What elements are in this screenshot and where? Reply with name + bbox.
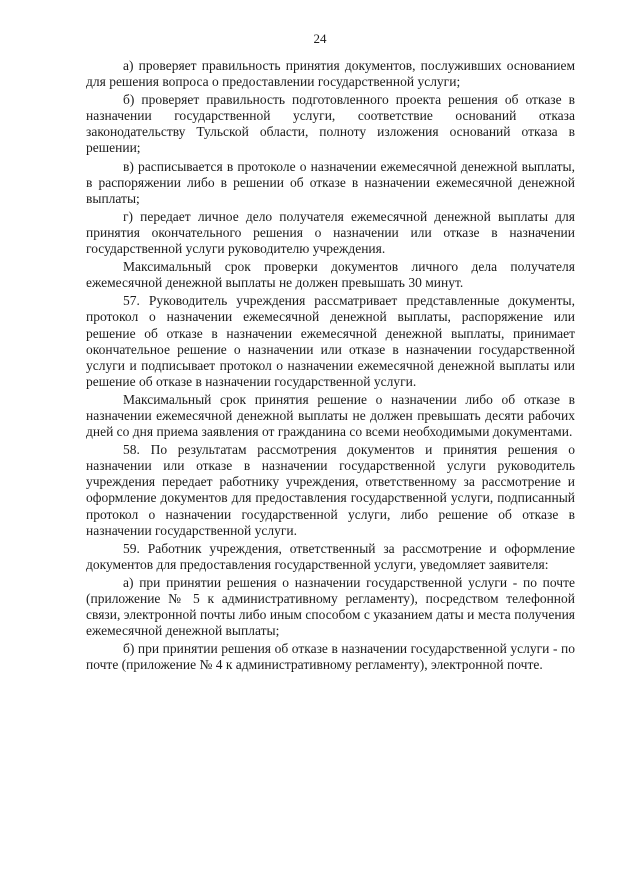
paragraph-58: 58. По результатам рассмотрения документов и принятия решения о назначении или отказе в назначении государственной услуги руководитель учреждения передает работнику учреждения, ответственному за рассмотрение и оформление документов для предоставления государственной услуги, подписанный протокол о назначении государственной услуги, либо решение об отказе в назначении государственной услуги. (86, 442, 575, 538)
paragraph-a-check-documents: а) проверяет правильность принятия документов, послуживших основанием для решения вопроса о предоставлении государственной услуги; (86, 58, 575, 90)
paragraph-g-transfer-file: г) передает личное дело получателя ежемесячной денежной выплаты для принятия окончательного решения о назначении или отказе в назначении государственной услуги руководителю учреждения. (86, 208, 575, 257)
paragraph-59-b: б) при принятии решения об отказе в назначении государственной услуги - по почте (приложение № 4 к административному регламенту), электронной почте. (86, 641, 575, 673)
document-body (86, 58, 575, 675)
paragraph-check-time-limit: Максимальный срок проверки документов личного дела получателя ежемесячной денежной выплаты не должен превышать 30 минут. (86, 259, 575, 291)
paragraph-b-check-refusal-draft: б) проверяет правильность подготовленного проекта решения об отказе в назначении государственной услуги, соответствие оснований отказа законодательству Тульской области, полноту изложения оснований отказа в решении; (86, 92, 575, 156)
paragraph-57: 57. Руководитель учреждения рассматривает представленные документы, протокол о назначении ежемесячной денежной выплаты, распоряжение или решение об отказе в назначении ежемесячной денежной выплаты, принимает окончательное решение о назначении или отказе в назначении государственной услуги и подписывает протокол о назначении ежемесячной денежной выплаты или решение об отказе в назначении государственной услуги. (86, 293, 575, 389)
paragraph-59-a: а) при принятии решения о назначении государственной услуги - по почте (приложение № 5 к административному регламенту), посредством телефонной связи, электронной почты либо иным способом с указанием даты и места получения ежемесячной денежной выплаты; (86, 574, 575, 639)
page-number: 24 (313, 31, 327, 46)
paragraph-v-sign-protocol: в) расписывается в протоколе о назначении ежемесячной денежной выплаты, в распоряжении либо в решении об отказе в назначении ежемесячной денежной выплаты; (86, 158, 575, 206)
paragraph-decision-time-limit: Максимальный срок принятия решение о назначении либо об отказе в назначении ежемесячной денежной выплаты не должен превышать десяти рабочих дней со дня приема заявления от гражданина со всеми необходимыми документами. (86, 391, 575, 440)
paragraph-59: 59. Работник учреждения, ответственный за рассмотрение и оформление документов для предоставления государственной услуги, уведомляет заявителя: (86, 540, 575, 572)
